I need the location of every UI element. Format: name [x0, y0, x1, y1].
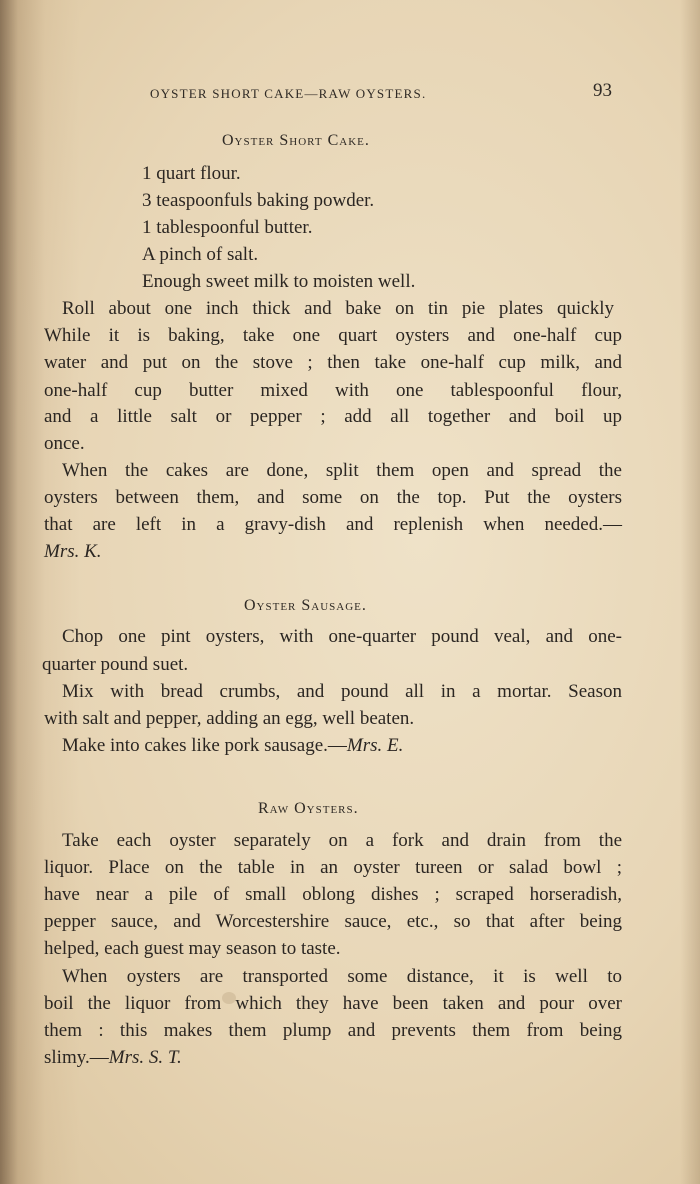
signature: Mrs. K. [44, 541, 102, 562]
body-text-line: one-half cup butter mixed with one tablespoonful flour, [44, 380, 622, 401]
body-text-line: water and put on the stove ; then take one-half cup milk, and [44, 352, 622, 373]
ingredient-line: Enough sweet milk to moisten well. [142, 271, 416, 292]
body-text-line: While it is baking, take one quart oysters and one-half cup [44, 325, 622, 346]
body-text-line: liquor. Place on the table in an oyster tureen or salad bowl ; [44, 857, 622, 878]
recipe-title-sausage: Oyster Sausage. [244, 597, 367, 614]
body-text-line: quarter pound suet. [42, 654, 189, 675]
signature: Mrs. E. [346, 735, 404, 756]
raw-closing-text: slimy.— [44, 1047, 109, 1068]
body-text-line: boil the liquor from which they have been taken and pour over [44, 993, 622, 1014]
body-text-line: Take each oyster separately on a fork and drain from the [62, 830, 622, 851]
sausage-closing-text: Make into cakes like pork sausage.— [62, 735, 347, 756]
signature: Mrs. S. T. [108, 1047, 182, 1068]
page-edge-shadow [680, 0, 700, 1184]
body-text-line: oysters between them, and some on the top. Put the oysters [44, 487, 622, 508]
recipe-title-short-cake: Oyster Short Cake. [222, 132, 370, 149]
body-text-line: have near a pile of small oblong dishes ; scraped horseradish, [44, 884, 622, 905]
body-text-line: once. [44, 433, 85, 454]
body-text-line: Roll about one inch thick and bake on tin pie plates quickly [62, 298, 614, 319]
body-text-line: Mix with bread crumbs, and pound all in a mortar. Season [62, 681, 622, 702]
body-text-line: that are left in a gravy-dish and replenish when needed.— [44, 514, 622, 535]
page-number: 93 [593, 80, 612, 101]
ingredient-line: 1 quart flour. [142, 163, 241, 184]
body-text-line: and a little salt or pepper ; add all together and boil up [44, 406, 622, 427]
body-text-line [62, 735, 403, 757]
body-text-line: them : this makes them plump and prevents them from being [44, 1020, 622, 1041]
body-text-line: Chop one pint oysters, with one-quarter pound veal, and one- [62, 626, 622, 647]
ingredient-line: 3 teaspoonfuls baking powder. [142, 190, 375, 211]
body-text-line [44, 1047, 182, 1069]
recipe-title-raw-oysters: Raw Oysters. [258, 800, 359, 817]
body-text-line: helped, each guest may season to taste. [44, 938, 341, 959]
ingredient-line: 1 tablespoonful butter. [142, 217, 313, 238]
running-head: OYSTER SHORT CAKE—RAW OYSTERS. [150, 86, 427, 101]
body-text-line: with salt and pepper, adding an egg, well beaten. [44, 708, 415, 729]
ingredient-line: A pinch of salt. [142, 244, 259, 265]
body-text-line: When the cakes are done, split them open and spread the [62, 460, 622, 481]
body-text-line: When oysters are transported some distance, it is well to [62, 966, 622, 987]
body-text-line: pepper sauce, and Worcestershire sauce, etc., so that after being [44, 911, 622, 932]
